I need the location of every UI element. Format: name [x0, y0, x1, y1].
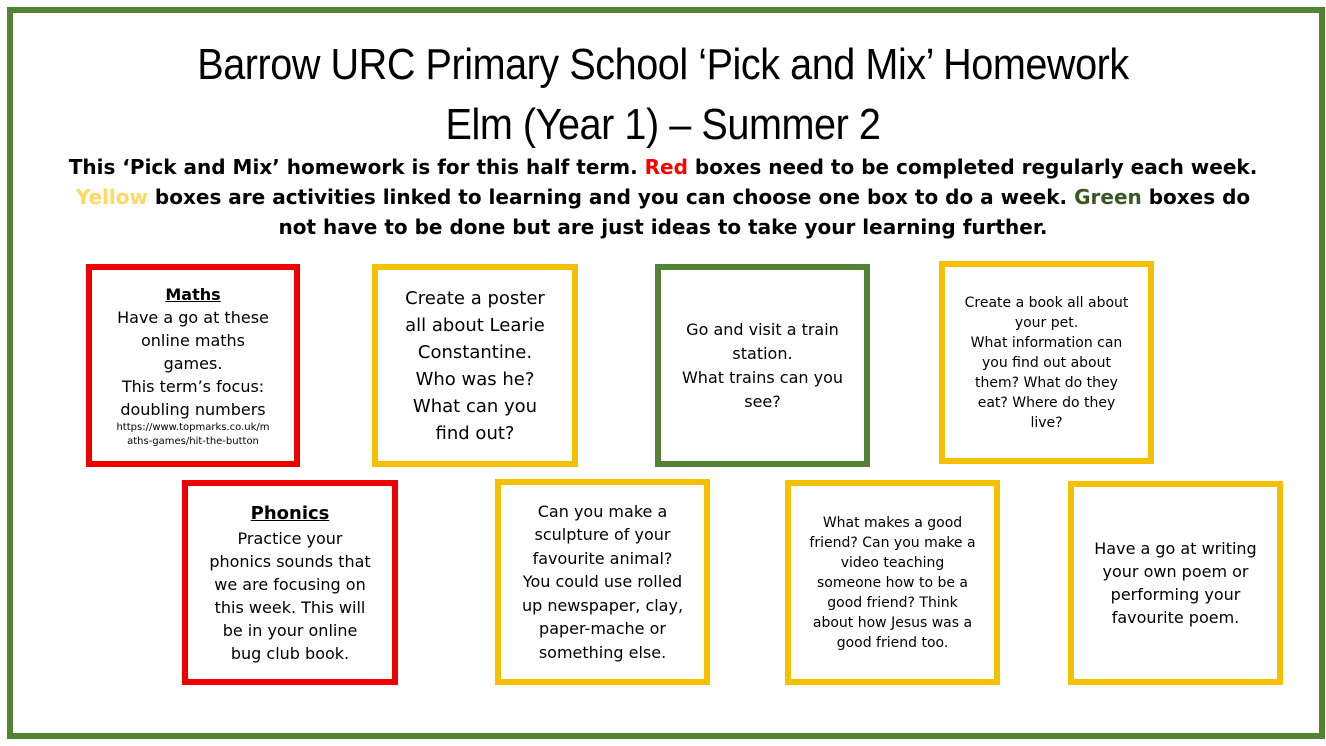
friend-line: someone how to be a — [817, 574, 968, 591]
train-box — [655, 264, 870, 467]
train-line: Go and visit a train — [686, 319, 839, 339]
poster-line: Who was he? — [415, 368, 535, 390]
maths-line: Have a go at these — [117, 307, 269, 327]
intro-part-2: boxes need to be completed regularly each week. — [687, 155, 1258, 179]
page-title: Barrow URC Primary School ‘Pick and Mix’ Homework — [197, 40, 1129, 89]
phonics-line: be in your online — [222, 620, 358, 640]
poster-line: find out? — [435, 422, 515, 444]
sculpture-line: up newspaper, clay, — [521, 595, 684, 615]
maths-line: This term’s focus: — [121, 376, 265, 396]
sculpture-line: something else. — [538, 642, 667, 662]
friend-line: friend? Can you make a — [809, 534, 976, 551]
intro-red-word: Red — [644, 155, 688, 179]
pet-line: What information can — [970, 334, 1123, 351]
phonics-line: we are focusing on — [214, 574, 366, 594]
friend-line: about how Jesus was a — [812, 614, 973, 631]
page-subtitle: Elm (Year 1) – Summer 2 — [445, 100, 881, 149]
intro-part-4: boxes do not have to be done but are just ideas to take your learning further. — [278, 185, 1251, 239]
pet-line: Create a book all about — [964, 294, 1129, 311]
sculpture-line: Can you make a — [537, 501, 668, 521]
maths-line: online maths — [140, 330, 246, 350]
pet-box — [939, 261, 1154, 464]
maths-heading: Maths — [165, 284, 221, 304]
maths-box — [86, 264, 300, 467]
sculpture-line: You could use rolled — [522, 572, 683, 592]
sculpture-line: paper-mache or — [539, 619, 666, 639]
intro-yellow-word: Yellow — [75, 185, 148, 209]
poster-line: Constantine. — [417, 341, 533, 363]
poem-line: favourite poem. — [1111, 608, 1240, 627]
sculpture-box — [495, 479, 710, 685]
friend-line: video teaching — [840, 554, 945, 571]
phonics-box — [182, 480, 398, 685]
sculpture-line: sculpture of your — [534, 525, 671, 545]
train-line: station. — [732, 343, 793, 363]
phonics-line: phonics sounds that — [209, 551, 371, 571]
phonics-heading: Phonics — [250, 502, 330, 524]
phonics-line: Practice your — [237, 528, 343, 548]
phonics-line: this week. This will — [214, 597, 366, 617]
pet-line: your pet. — [1014, 314, 1079, 331]
poem-line: Have a go at writing — [1094, 539, 1257, 558]
phonics-line: bug club book. — [230, 643, 350, 663]
poster-line: What can you — [412, 395, 538, 417]
pet-line: eat? Where do they — [977, 394, 1116, 411]
pet-line: them? What do they — [975, 374, 1118, 391]
intro-green-word: Green — [1074, 185, 1142, 209]
poster-box — [372, 264, 578, 467]
poem-line: your own poem or — [1102, 562, 1249, 581]
train-line: see? — [744, 391, 781, 411]
maths-line: doubling numbers — [120, 399, 266, 419]
maths-line: games. — [163, 353, 223, 373]
intro-text — [55, 152, 1271, 242]
pet-line: you find out about — [982, 354, 1111, 371]
poster-line: all about Learie — [405, 314, 545, 336]
pet-line: live? — [1030, 414, 1063, 431]
train-line: What trains can you — [681, 367, 843, 387]
intro-part-3: boxes are activities linked to learning and you can choose one box to do a week. — [147, 185, 1075, 209]
poem-line: performing your — [1110, 585, 1241, 604]
maths-url-line: aths-games/hit-the-button — [127, 435, 259, 447]
poster-line: Create a poster — [405, 287, 545, 309]
maths-url-line: https://www.topmarks.co.uk/m — [116, 421, 270, 433]
friend-box — [785, 480, 1000, 685]
poem-box — [1068, 481, 1283, 685]
sculpture-line: favourite animal? — [532, 548, 673, 568]
friend-line: What makes a good — [822, 514, 963, 531]
intro-part-1: This ‘Pick and Mix’ homework is for this half term. — [68, 155, 645, 179]
friend-line: good friend too. — [836, 634, 949, 651]
friend-line: good friend? Think — [827, 594, 958, 611]
